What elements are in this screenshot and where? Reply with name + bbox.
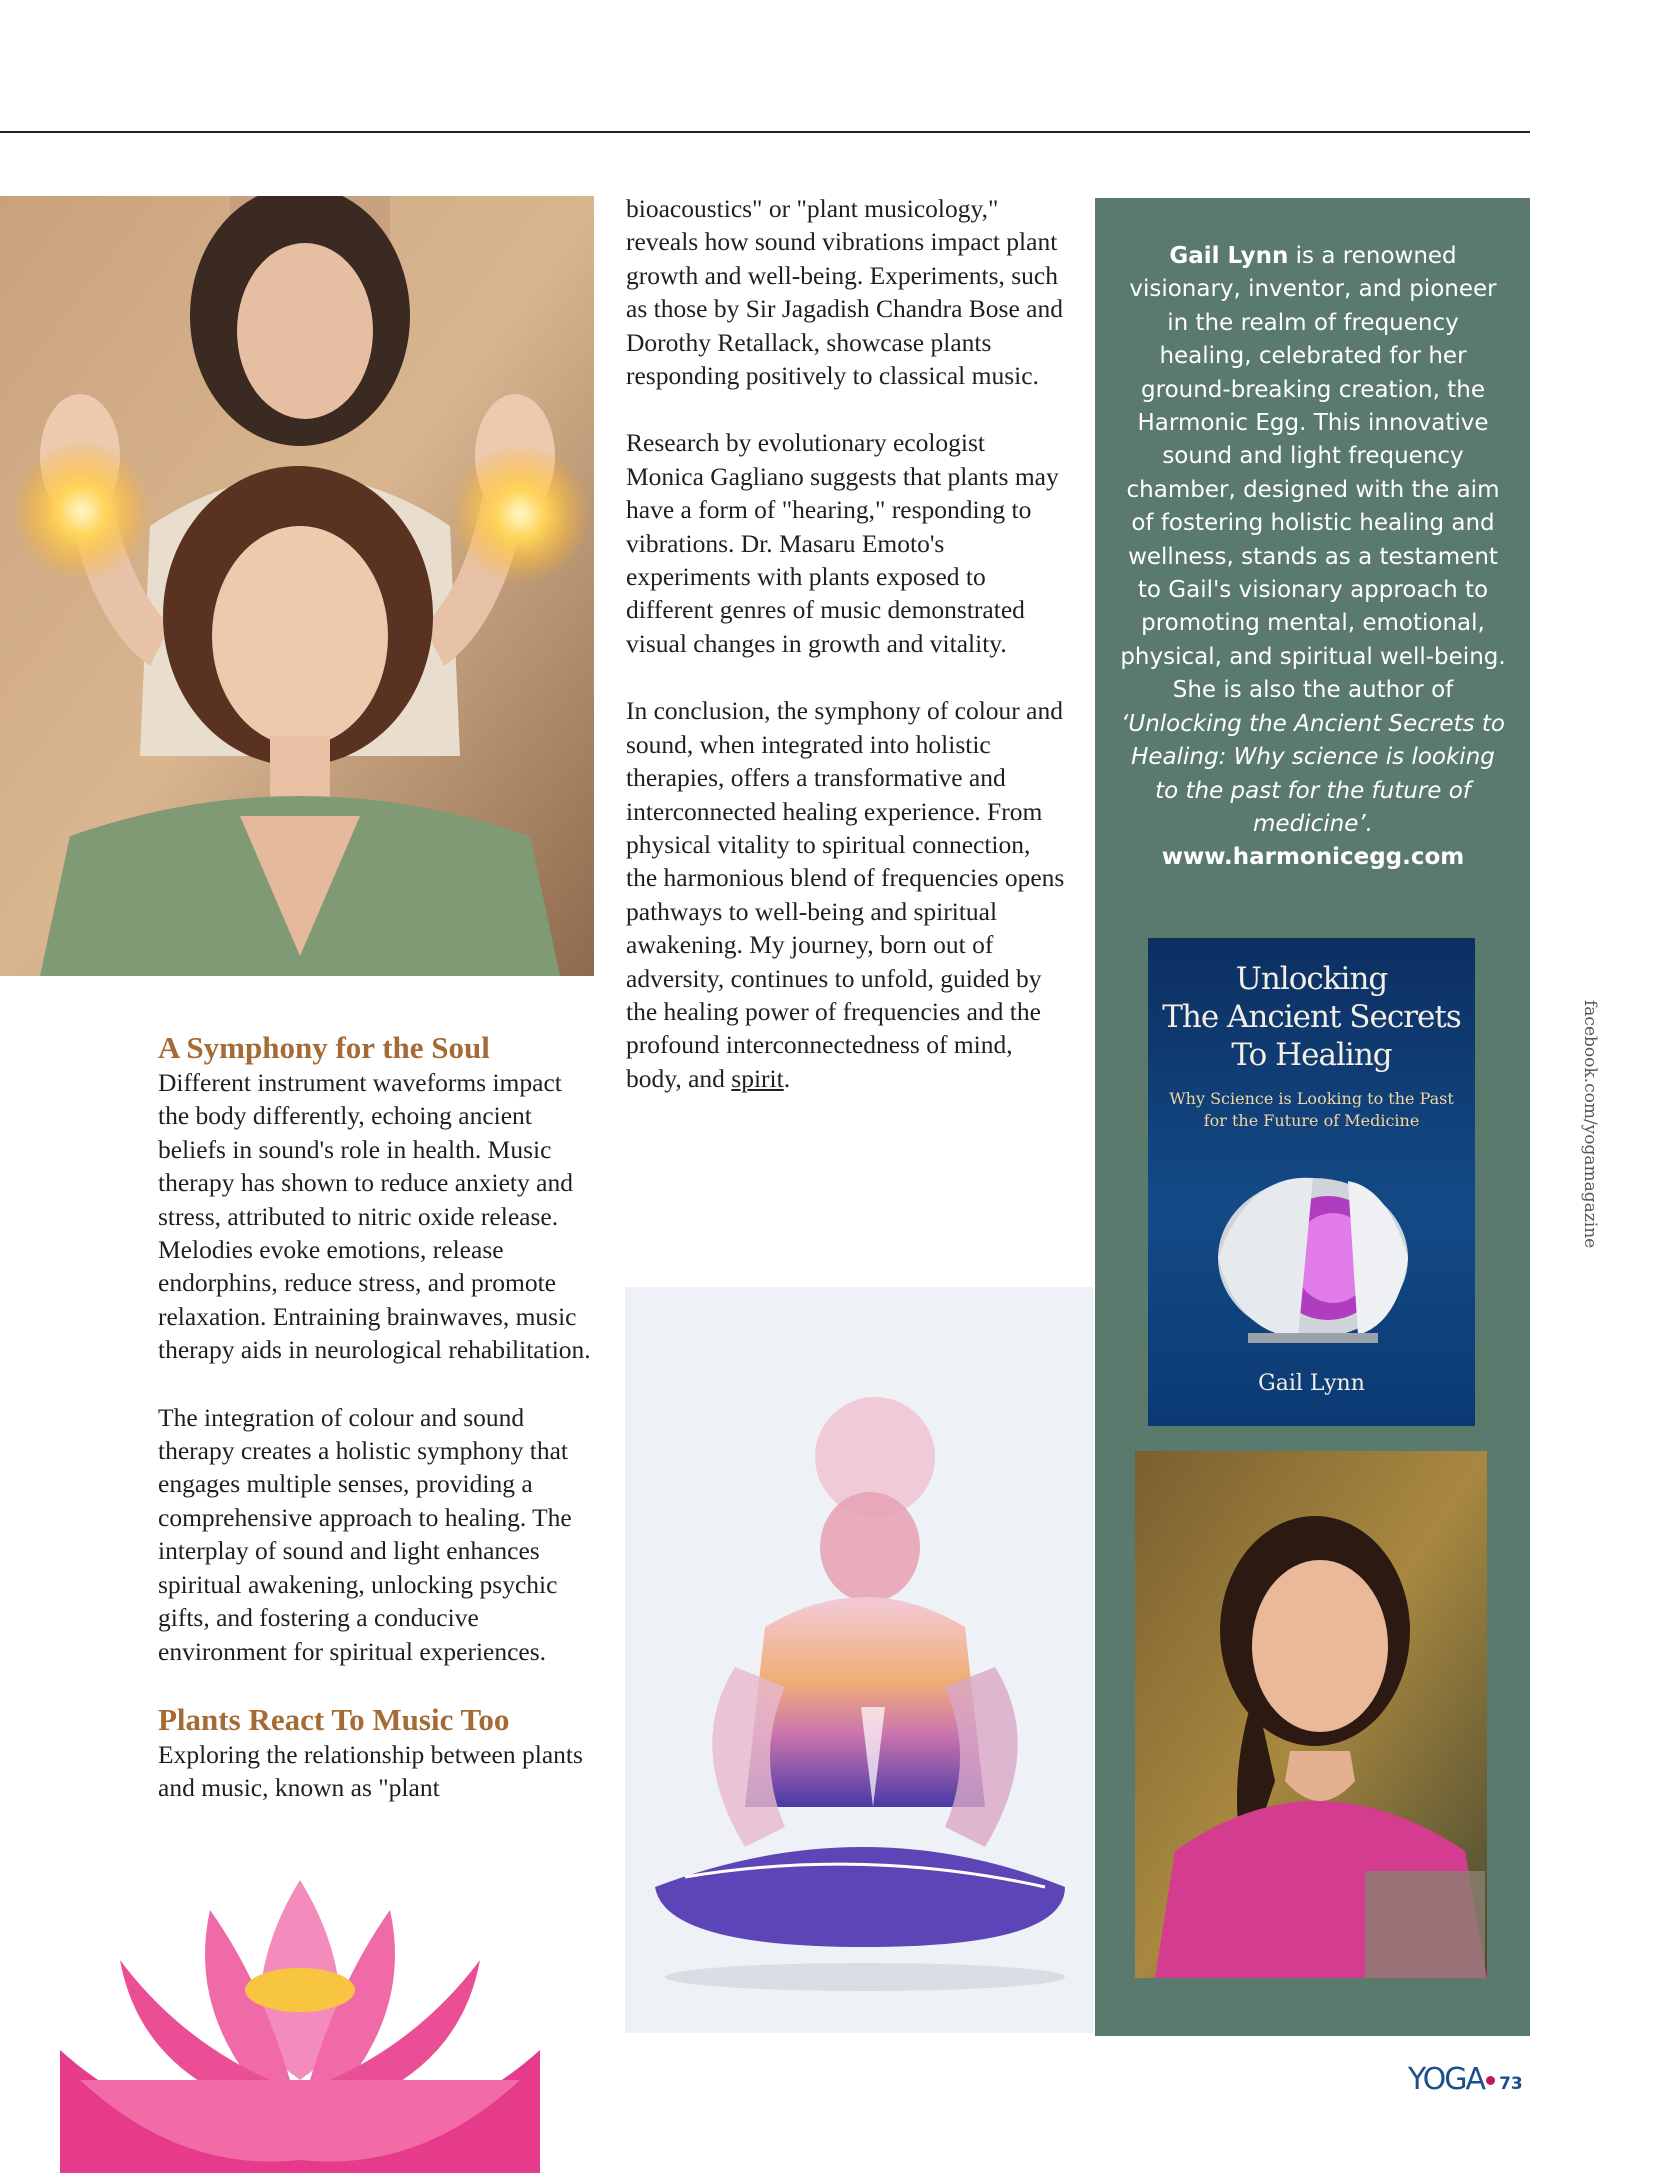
facebook-url-vertical (1580, 1000, 1604, 1249)
page-number: 73 (1499, 2074, 1523, 2094)
left-column (158, 1030, 598, 1805)
book-subtitle-line2: for the Future of Medicine (1203, 1111, 1420, 1130)
heading-plants-react: Plants React To Music Too (158, 1701, 510, 1737)
book-title-reference: ‘Unlocking the Ancient Secrets to Healing: Why science is looking to the past for the future of medicine’. (1121, 710, 1505, 837)
book-title-line3: To Healing (1231, 1037, 1392, 1073)
top-rule (0, 131, 1530, 133)
paragraph-bioacoustics: bioacoustics" or "plant musicology," reveals how sound vibrations impact plant growth and well-being. Experiments, such as those by Sir Jagadish Chandra Bose and Dorothy Retallack, showcase plants responding positively to classical music. (626, 194, 1063, 391)
healing-hands-photo (0, 196, 594, 976)
bio-text: is a renowned visionary, inventor, and pioneer in the realm of frequency healing, celebrated for her ground-breaking creation, the Harmonic Egg. This innovative sound and light frequency chamber, designed with the aim of fostering holistic healing and wellness, stands as a testament to Gail's visionary approach to promoting mental, emotional, physical, and spiritual well-being. She is also the author of (1120, 243, 1506, 704)
website-link[interactable]: www.harmonicegg.com (1161, 844, 1465, 871)
logo-dot-icon (1486, 2076, 1495, 2085)
heading-symphony-for-the-soul: A Symphony for the Soul (158, 1030, 490, 1065)
book-title (1148, 960, 1475, 1074)
facebook-url-text[interactable]: facebook.com/yogamagazine (1580, 1000, 1600, 1249)
pink-lotus-illustration (60, 1880, 540, 2173)
page-footer (1408, 2062, 1523, 2097)
book-author: Gail Lynn (1258, 1371, 1365, 1396)
meditation-watercolor-illustration (625, 1287, 1093, 2033)
author-portrait (1135, 1451, 1487, 1978)
book-subtitle-line1: Why Science is Looking to the Past (1169, 1089, 1454, 1108)
paragraph-integration: The integration of colour and sound therapy creates a holistic symphony that engages multiple senses, providing a comprehensive approach to healing. The interplay of sound and light enhances spiritual awakening, unlocking psychic gifts, and fostering a conducive environment for spiritual experiences. (158, 1402, 572, 1666)
harmonic-egg-graphic (1208, 1163, 1418, 1353)
paragraph-plants-start: Exploring the relationship between plants and music, known as "plant (158, 1739, 583, 1803)
book-subtitle (1148, 1088, 1475, 1132)
book-title-line1: Unlocking (1235, 961, 1388, 997)
book-title-line2: The Ancient Secrets (1162, 999, 1461, 1035)
yoga-magazine-logo: YOGA (1408, 2062, 1485, 2097)
book-cover (1148, 938, 1475, 1426)
conclusion-text: In conclusion, the symphony of colour and sound, when integrated into holistic therapies, offers a transformative and interconnected healing experience. From physical vitality to spiritual connection, the harmonious blend of frequencies opens pathways to well-being and spiritual awakening. My journey, born out of adversity, continues to unfold, guided by the healing power of frequencies and the profound interconnectedness of mind, body, and (626, 696, 1065, 1093)
paragraph-symphony: Different instrument waveforms impact the body differently, echoing ancient beliefs in sound's role in health. Music therapy has shown to reduce anxiety and stress, attributed to nitric oxide release. Melodies evoke emotions, release endorphins, reduce stress, and promote relaxation. Entraining brainwaves, music therapy aids in neurological rehabilitation. (158, 1068, 591, 1365)
spirit-link[interactable]: spirit (731, 1063, 784, 1093)
author-bio (1118, 240, 1508, 875)
paragraph-research: Research by evolutionary ecologist Monica Gagliano suggests that plants may have a form of "hearing," responding to vibrations. Dr. Masaru Emoto's experiments with plants exposed to different genres of music demonstrated visual changes in growth and vitality. (626, 428, 1059, 658)
conclusion-period: . (783, 1063, 791, 1093)
middle-column (626, 192, 1066, 1095)
paragraph-conclusion (626, 694, 1066, 1095)
author-name: Gail Lynn (1169, 243, 1289, 269)
